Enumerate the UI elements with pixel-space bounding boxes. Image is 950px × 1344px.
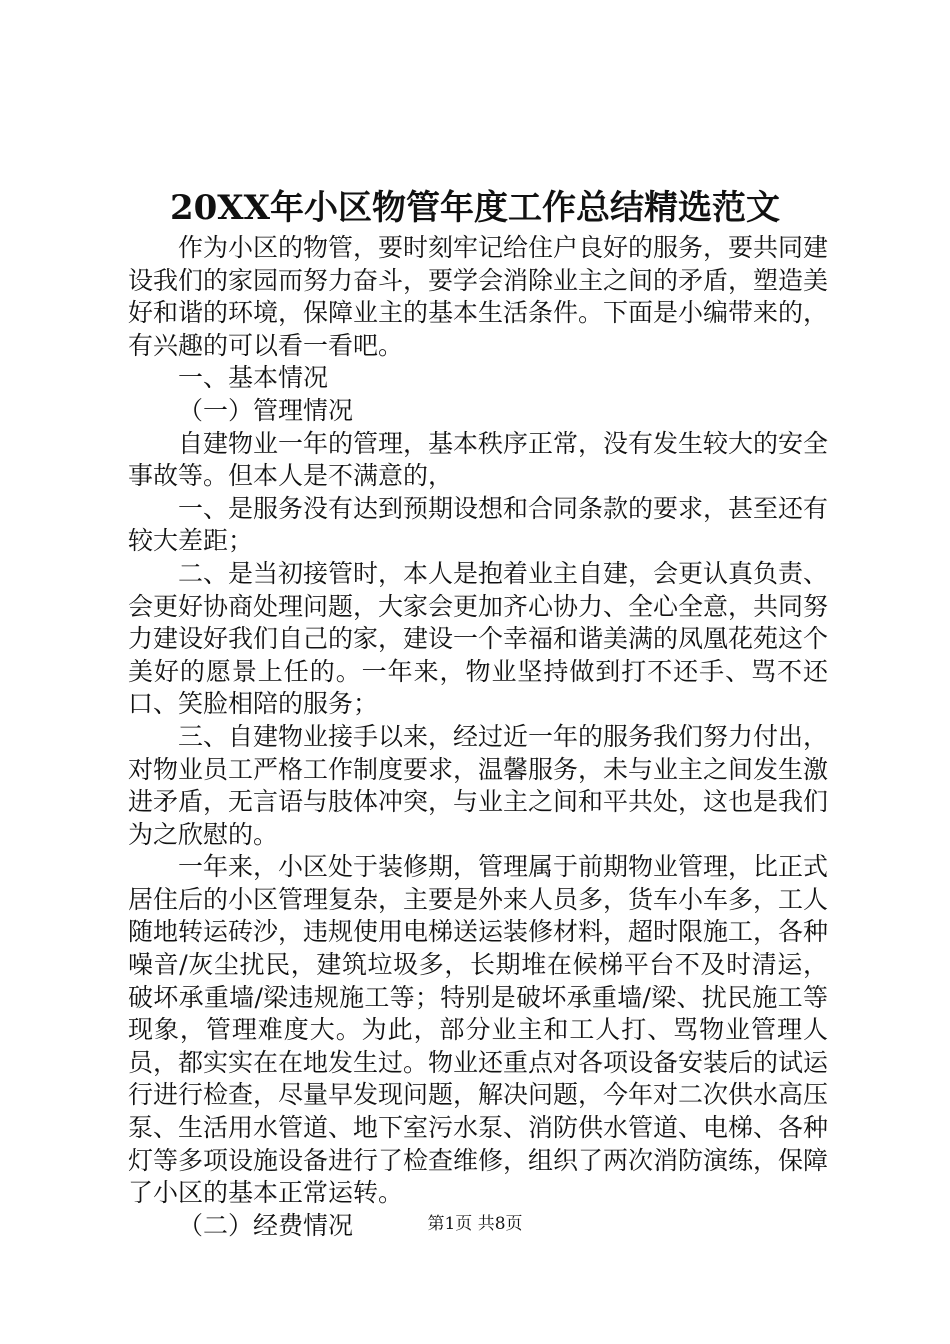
subsection-heading-management: （一）管理情况	[178, 395, 354, 425]
paragraph-year-review: 一年来，小区处于装修期，管理属于前期物业管理，比正式居住后的小区管理复杂，主要是外来人员多，货车小车多，工人随地转运砖沙，违规使用电梯送运装修材料，超时限施工，各种噪音/灰尘扰民，建筑垃圾多，长期堆在候梯平台不及时清运，破坏承重墙/梁违规施工等；特别是破坏承重墙/梁、扰民施工等现象，管理难度大。为此，部分业主和工人打、骂物业管理人员，都实实在在地发生过。物业还重点对各项设备安装后的试运行进行检查，尽量早发现问题，解决问题，今年对二次供水高压泵、生活用水管道、地下室污水泵、消防供水管道、电梯、各种灯等多项设施设备进行了检查维修，组织了两次消防演练，保障了小区的基本正常运转。	[128, 852, 829, 1208]
section-heading-basic: 一、基本情况	[178, 363, 329, 393]
document-title: 20XX年小区物管年度工作总结精选范文	[169, 188, 781, 228]
paragraph-management-summary: 自建物业一年的管理，基本秩序正常，没有发生较大的安全事故等。但本人是不满意的，	[128, 428, 829, 491]
paragraph-point-two: 二、是当初接管时，本人是抱着业主自建，会更认真负责、会更好协商处理问题，大家会更加齐心协力、全心全意，共同努力建设好我们自己的家，建设一个幸福和谐美满的凤凰花苑这个美好的愿景上任的。一年来，物业坚持做到打不还手、骂不还口、笑脸相陪的服务；	[128, 558, 829, 719]
document-body	[128, 232, 828, 1242]
paragraph-point-one: 一、是服务没有达到预期设想和合同条款的要求，甚至还有较大差距；	[128, 493, 829, 556]
paragraph-intro: 作为小区的物管，要时刻牢记给住户良好的服务，要共同建设我们的家园而努力奋斗，要学会消除业主之间的矛盾，塑造美好和谐的环境，保障业主的基本生活条件。下面是小编带来的，有兴趣的可以看一看吧。	[128, 233, 829, 360]
paragraph-point-three: 三、自建物业接手以来，经过近一年的服务我们努力付出，对物业员工严格工作制度要求，温馨服务，未与业主之间发生激进矛盾，无言语与肢体冲突，与业主之间和平共处，这也是我们为之欣慰的。	[128, 721, 829, 849]
subsection-heading-funding: （二）经费情况	[178, 1210, 354, 1240]
page-footer: 第1页 共8页	[427, 1214, 523, 1234]
